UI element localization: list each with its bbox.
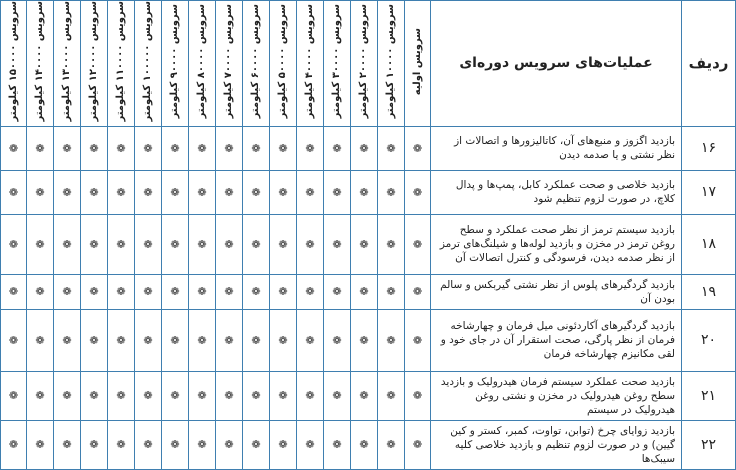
service-mark-icon: ❁ (216, 420, 243, 469)
header-service (378, 1, 405, 127)
service-mark-icon: ❁ (54, 309, 81, 371)
service-mark-icon: ❁ (297, 126, 324, 170)
service-mark-icon: ❁ (297, 214, 324, 274)
service-mark-icon: ❁ (1, 309, 27, 371)
service-mark-icon: ❁ (270, 371, 297, 420)
service-mark-icon: ❁ (378, 420, 405, 469)
service-mark-icon: ❁ (1, 170, 27, 214)
service-mark-icon: ❁ (135, 170, 162, 214)
operation-text: بازدید زوایای چرخ (توابن، تواوت، کمبر، کستر و کین گیین) و در صورت لزوم تنظیم و بازدید خلاصی کلیه سیبک‌ها (431, 420, 682, 469)
operation-text: بازدید سیستم ترمز از نظر صحت عملکرد و سطح روغن ترمز در مخزن و بازدید لوله‌ها و شیلنگ‌های ترمز از نظر صدمه دیدن، فرسودگی و کنترل اتصالات آن (431, 214, 682, 274)
service-mark-icon: ❁ (405, 309, 431, 371)
service-mark-icon: ❁ (243, 274, 270, 309)
service-mark-icon: ❁ (270, 126, 297, 170)
service-mark-icon: ❁ (27, 214, 54, 274)
service-mark-icon: ❁ (270, 420, 297, 469)
row-number: ۱۸ (682, 214, 736, 274)
service-mark-icon: ❁ (270, 309, 297, 371)
service-mark-icon: ❁ (189, 420, 216, 469)
header-service (297, 1, 324, 127)
service-mark-icon: ❁ (216, 309, 243, 371)
header-service (1, 1, 27, 127)
header-service (27, 1, 54, 127)
service-mark-icon: ❁ (297, 274, 324, 309)
header-service-label: سرویس ۱۵۰۰۰۰ کیلومتر (7, 1, 19, 122)
header-service-label: سرویس ۳۰۰۰۰ کیلومتر (331, 4, 342, 119)
service-mark-icon: ❁ (81, 214, 108, 274)
service-mark-icon: ❁ (351, 126, 378, 170)
header-service (243, 1, 270, 127)
service-mark-icon: ❁ (324, 214, 351, 274)
service-mark-icon: ❁ (1, 274, 27, 309)
operation-text: بازدید اگزوز و منبع‌های آن، کاتالیزورها و اتصالات از نظر نشتی و یا صدمه دیدن (431, 126, 682, 170)
service-mark-icon: ❁ (189, 126, 216, 170)
service-mark-icon: ❁ (297, 371, 324, 420)
row-number: ۲۰ (682, 309, 736, 371)
table-row (1, 214, 736, 274)
row-number: ۲۲ (682, 420, 736, 469)
service-mark-icon: ❁ (216, 371, 243, 420)
service-mark-icon: ❁ (297, 420, 324, 469)
operation-text: بازدید گردگیرهای پلوس از نظر نشتی گیربکس و سالم بودن آن (431, 274, 682, 309)
service-mark-icon: ❁ (243, 371, 270, 420)
service-mark-icon: ❁ (243, 214, 270, 274)
service-mark-icon: ❁ (135, 371, 162, 420)
service-mark-icon: ❁ (27, 126, 54, 170)
service-mark-icon: ❁ (324, 274, 351, 309)
service-mark-icon: ❁ (54, 420, 81, 469)
table-row (1, 170, 736, 214)
header-service-label: سرویس ۷۰۰۰۰ کیلومتر (223, 4, 234, 119)
service-mark-icon: ❁ (351, 170, 378, 214)
header-service (81, 1, 108, 127)
service-mark-icon: ❁ (216, 126, 243, 170)
header-service (351, 1, 378, 127)
service-mark-icon: ❁ (1, 214, 27, 274)
service-mark-icon: ❁ (270, 274, 297, 309)
service-mark-icon: ❁ (270, 214, 297, 274)
service-mark-icon: ❁ (324, 126, 351, 170)
service-mark-icon: ❁ (378, 274, 405, 309)
service-mark-icon: ❁ (108, 371, 135, 420)
service-mark-icon: ❁ (216, 170, 243, 214)
service-mark-icon: ❁ (351, 420, 378, 469)
service-mark-icon: ❁ (216, 274, 243, 309)
service-mark-icon: ❁ (135, 214, 162, 274)
service-mark-icon: ❁ (27, 274, 54, 309)
service-mark-icon: ❁ (135, 420, 162, 469)
service-mark-icon: ❁ (270, 170, 297, 214)
service-mark-icon: ❁ (54, 214, 81, 274)
service-mark-icon: ❁ (27, 170, 54, 214)
header-service (54, 1, 81, 127)
table-row (1, 371, 736, 420)
service-mark-icon: ❁ (297, 170, 324, 214)
service-mark-icon: ❁ (54, 371, 81, 420)
header-service-label: سرویس ۱۳۰۰۰۰ کیلومتر (61, 1, 72, 122)
service-mark-icon: ❁ (108, 309, 135, 371)
service-mark-icon: ❁ (378, 126, 405, 170)
header-row (1, 1, 736, 127)
header-service-label: سرویس ۱۱۰۰۰۰ کیلومتر (115, 1, 126, 122)
service-mark-icon: ❁ (216, 214, 243, 274)
service-mark-icon: ❁ (27, 371, 54, 420)
service-mark-icon: ❁ (135, 274, 162, 309)
header-service-label: سرویس ۸۰۰۰۰ کیلومتر (196, 4, 207, 119)
row-number: ۱۷ (682, 170, 736, 214)
service-mark-icon: ❁ (108, 170, 135, 214)
header-service-label: سرویس ۴۰۰۰۰ کیلومتر (304, 4, 315, 119)
service-mark-icon: ❁ (108, 214, 135, 274)
header-radif: ردیف (682, 1, 736, 127)
service-mark-icon: ❁ (54, 126, 81, 170)
operation-text: بازدید گردگیرهای آکاردئونی میل فرمان و چهارشاخه فرمان از نظر پارگی، صحت استقرار آن در جای خود و لقی مکانیزم چهارشاخه فرمان (431, 309, 682, 371)
service-mark-icon: ❁ (324, 170, 351, 214)
service-mark-icon: ❁ (108, 420, 135, 469)
service-mark-icon: ❁ (243, 170, 270, 214)
header-service (405, 1, 431, 127)
header-service-label: سرویس ۹۰۰۰۰ کیلومتر (169, 4, 180, 119)
service-mark-icon: ❁ (108, 126, 135, 170)
header-service-label: سرویس ۱۴۰۰۰۰ کیلومتر (34, 1, 45, 122)
table-row (1, 274, 736, 309)
service-mark-icon: ❁ (351, 371, 378, 420)
header-service-label: سرویس ۱۰۰۰۰۰ کیلومتر (142, 1, 153, 122)
service-mark-icon: ❁ (162, 371, 189, 420)
service-mark-icon: ❁ (297, 309, 324, 371)
service-mark-icon: ❁ (243, 309, 270, 371)
service-mark-icon: ❁ (405, 214, 431, 274)
header-service-label: سرویس اولیه (411, 27, 423, 95)
header-service (216, 1, 243, 127)
header-service (189, 1, 216, 127)
service-mark-icon: ❁ (1, 420, 27, 469)
service-mark-icon: ❁ (189, 274, 216, 309)
service-mark-icon: ❁ (1, 371, 27, 420)
service-mark-icon: ❁ (81, 371, 108, 420)
service-mark-icon: ❁ (1, 126, 27, 170)
service-mark-icon: ❁ (81, 274, 108, 309)
header-service (135, 1, 162, 127)
service-mark-icon: ❁ (405, 170, 431, 214)
service-mark-icon: ❁ (81, 126, 108, 170)
service-mark-icon: ❁ (162, 420, 189, 469)
service-mark-icon: ❁ (27, 420, 54, 469)
service-mark-icon: ❁ (81, 170, 108, 214)
header-service (270, 1, 297, 127)
service-mark-icon: ❁ (351, 214, 378, 274)
service-mark-icon: ❁ (189, 371, 216, 420)
service-mark-icon: ❁ (81, 309, 108, 371)
table-row (1, 126, 736, 170)
service-mark-icon: ❁ (135, 126, 162, 170)
header-service (108, 1, 135, 127)
operation-text: بازدید صحت عملکرد سیستم فرمان هیدرولیک و بازدید سطح روغن هیدرولیک در مخزن و نشتی روغن هیدرولیک در سیستم (431, 371, 682, 420)
service-mark-icon: ❁ (324, 371, 351, 420)
service-mark-icon: ❁ (378, 371, 405, 420)
service-mark-icon: ❁ (162, 170, 189, 214)
header-service (324, 1, 351, 127)
operation-text: بازدید خلاصی و صحت عملکرد کابل، پمپ‌ها و پدال کلاچ، در صورت لزوم تنظیم شود (431, 170, 682, 214)
header-service (162, 1, 189, 127)
service-mark-icon: ❁ (162, 309, 189, 371)
service-mark-icon: ❁ (243, 126, 270, 170)
service-mark-icon: ❁ (405, 274, 431, 309)
service-mark-icon: ❁ (378, 170, 405, 214)
service-mark-icon: ❁ (351, 309, 378, 371)
service-mark-icon: ❁ (189, 170, 216, 214)
service-mark-icon: ❁ (324, 309, 351, 371)
service-mark-icon: ❁ (405, 126, 431, 170)
service-mark-icon: ❁ (162, 126, 189, 170)
service-mark-icon: ❁ (243, 420, 270, 469)
header-operations: عملیات‌های سرویس دوره‌ای (431, 1, 682, 127)
row-number: ۲۱ (682, 371, 736, 420)
table-row (1, 309, 736, 371)
service-mark-icon: ❁ (378, 214, 405, 274)
service-mark-icon: ❁ (27, 309, 54, 371)
service-mark-icon: ❁ (54, 274, 81, 309)
row-number: ۱۶ (682, 126, 736, 170)
service-mark-icon: ❁ (405, 420, 431, 469)
service-mark-icon: ❁ (189, 214, 216, 274)
service-mark-icon: ❁ (405, 371, 431, 420)
service-mark-icon: ❁ (351, 274, 378, 309)
service-mark-icon: ❁ (54, 170, 81, 214)
service-mark-icon: ❁ (378, 309, 405, 371)
service-mark-icon: ❁ (162, 274, 189, 309)
service-mark-icon: ❁ (81, 420, 108, 469)
service-mark-icon: ❁ (189, 309, 216, 371)
header-service-label: سرویس ۵۰۰۰۰ کیلومتر (277, 4, 288, 119)
service-mark-icon: ❁ (324, 420, 351, 469)
header-service-label: سرویس ۲۰۰۰۰ کیلومتر (358, 4, 369, 119)
service-mark-icon: ❁ (135, 309, 162, 371)
header-service-label: سرویس ۱۰۰۰۰ کیلومتر (385, 4, 396, 119)
service-mark-icon: ❁ (162, 214, 189, 274)
table-row (1, 420, 736, 469)
header-service-label: سرویس ۱۲۰۰۰۰ کیلومتر (88, 1, 99, 122)
service-mark-icon: ❁ (108, 274, 135, 309)
header-service-label: سرویس ۶۰۰۰۰ کیلومتر (250, 4, 261, 119)
row-number: ۱۹ (682, 274, 736, 309)
